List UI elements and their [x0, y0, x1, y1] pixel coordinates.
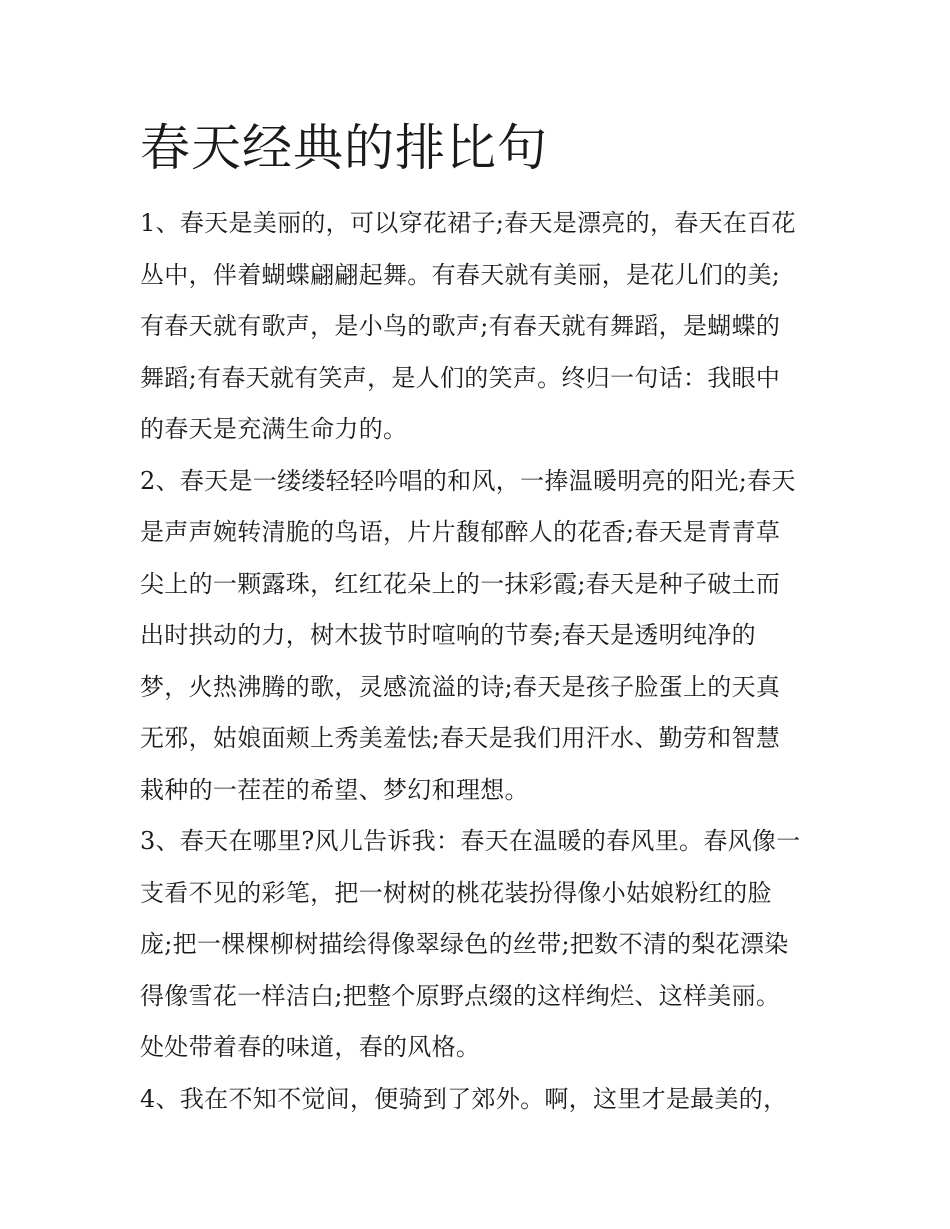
document-body: [140, 198, 820, 1125]
text-line: 支看不见的彩笔，把一树树的桃花装扮得像小姑娘粉红的脸: [140, 878, 772, 907]
text-line: 3、春天在哪里?风儿告诉我：春天在温暖的春风里。春风像一: [140, 827, 801, 855]
document-title: 春天经典的排比句: [140, 119, 548, 177]
text-line: 尖上的一颗露珠，红红花朵上的一抹彩霞;春天是种子破土而: [140, 569, 781, 598]
text-line: 梦，火热沸腾的歌，灵感流溢的诗;春天是孩子脸蛋上的天真: [140, 672, 781, 701]
text-line: 出时拱动的力，树木拔节时喧响的节奏;春天是透明纯净的: [140, 621, 756, 649]
text-line: 2、春天是一缕缕轻轻吟唱的和风，一捧温暖明亮的阳光;春天: [140, 466, 796, 495]
text-line: 无邪，姑娘面颊上秀美羞怯;春天是我们用汗水、勤劳和智慧: [140, 724, 781, 752]
text-line: 栽种的一茬茬的希望、梦幻和理想。: [140, 775, 529, 804]
text-line: 有春天就有歌声，是小鸟的歌声;有春天就有舞蹈，是蝴蝶的: [140, 312, 781, 340]
text-line: 1、春天是美丽的，可以穿花裙子;春天是漂亮的，春天在百花: [140, 209, 796, 237]
text-line: 舞蹈;有春天就有笑声，是人们的笑声。终归一句话：我眼中: [140, 363, 781, 392]
text-line: 得像雪花一样洁白;把整个原野点缀的这样绚烂、这样美丽。: [140, 981, 781, 1010]
text-line: 4、我在不知不觉间，便骑到了郊外。啊，这里才是最美的，: [140, 1084, 788, 1113]
text-line: 的春天是充满生命力的。: [140, 415, 408, 443]
text-line: 处处带着春的味道，春的风格。: [140, 1033, 481, 1061]
text-line: 庞;把一棵棵柳树描绘得像翠绿色的丝带;把数不清的梨花漂染: [140, 930, 789, 958]
text-line: 丛中，伴着蝴蝶翩翩起舞。有春天就有美丽，是花儿们的美;: [140, 260, 781, 289]
text-line: 是声声婉转清脆的鸟语，片片馥郁醉人的花香;春天是青青草: [140, 518, 781, 546]
